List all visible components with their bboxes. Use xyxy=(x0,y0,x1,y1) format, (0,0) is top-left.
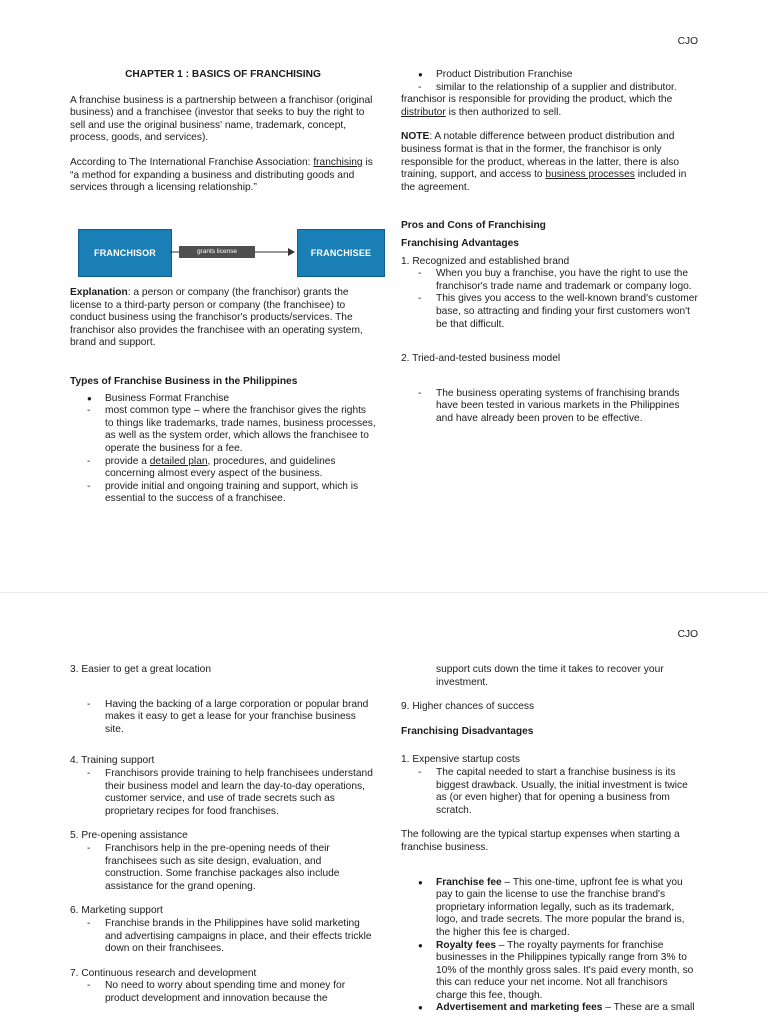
list-item xyxy=(401,940,698,1003)
advantages-heading: Franchising Advantages xyxy=(401,237,519,249)
advantage-2-details xyxy=(401,388,698,426)
advantage-6-details xyxy=(70,918,376,956)
list-item: - most common type – where the franchisor gives the rights to things like trademarks, trade names, business processes, as well as the system order, which allows the franchisee to operate the business for a fee. xyxy=(70,405,376,455)
page2-right-column xyxy=(401,664,698,1015)
advantage-7-details xyxy=(70,980,376,1005)
ifa-paragraph xyxy=(70,157,376,195)
advantage-4-details xyxy=(70,768,376,818)
advantage-1: 1. Recognized and established brand xyxy=(401,255,570,267)
list-item: - provide initial and ongoing training and support, which is essential to the success of a franchisee. xyxy=(70,481,376,506)
royalty-fees-text: – The royalty payments for franchise businesses in the Philippines typically range from 3% to 10% of the monthly gross sales. It's paid every month, so this can reduce your net income. Not all franchisors charge this fee, though. xyxy=(436,939,694,1001)
disadvantage-1-details xyxy=(401,767,698,817)
continuation-text: support cuts down the time it takes to recover your investment. xyxy=(436,664,664,688)
page2-initials: CJO xyxy=(677,629,698,640)
note-text-post: included in the agreement. xyxy=(401,169,687,193)
page1-left-column xyxy=(70,69,376,195)
list-item: - No need to worry about spending time and money for product development and innovation because the xyxy=(70,980,376,1005)
business-processes-link[interactable]: business processes xyxy=(545,169,635,181)
list-item: - similar to the relationship of a supplier and distributor. xyxy=(401,82,698,95)
advantage-3-details xyxy=(70,699,376,737)
grants-license-label: grants license xyxy=(179,246,255,258)
disadvantages-heading: Franchising Disadvantages xyxy=(401,725,534,737)
dash2-post: , procedures, and guidelines concerning almost every aspect of the business. xyxy=(105,455,336,480)
franchisee-box: FRANCHISEE xyxy=(297,229,385,277)
business-format-details xyxy=(70,405,376,506)
franchisor-box: FRANCHISOR xyxy=(78,229,172,277)
note-label: NOTE xyxy=(401,131,430,143)
list-item: ● Product Distribution Franchise xyxy=(401,69,698,82)
list-item: ● Business Format Franchise xyxy=(70,393,376,406)
page1-right-column xyxy=(401,69,698,425)
advantage-1-details xyxy=(401,268,698,331)
pd-continuation-2 xyxy=(401,107,698,120)
list-item xyxy=(70,456,376,481)
advertisement-fees-text: – These are a small xyxy=(602,1002,695,1014)
note-text-pre: : A notable difference between product distribution and business format is that in the former, the franchisor is only responsible for the product, whereas in the latter, there is also training, support, and access to xyxy=(401,131,680,181)
advantage-3: 3. Easier to get a great location xyxy=(70,664,212,675)
dash2-pre: provide a xyxy=(105,455,150,467)
franchising-link[interactable]: franchising xyxy=(313,156,363,168)
ifa-text-pre: According to The International Franchise Association: xyxy=(70,156,314,168)
advantage-5: 5. Pre-opening assistance xyxy=(70,830,188,842)
list-item xyxy=(401,877,698,940)
advantage-4: 4. Training support xyxy=(70,755,155,767)
expenses-list xyxy=(401,877,698,1016)
ifa-text-post: is “a method for expanding a business and distributing goods and services through a licensing relationship.” xyxy=(70,156,373,194)
pd-cont-post: is then authorized to sell. xyxy=(445,106,562,118)
list-item: - This gives you access to the well-known brand's customer base, so attracting and finding your first customers won't be that difficult. xyxy=(401,293,698,331)
list-item: - Franchisors provide training to help franchisees understand their business model and learn the day-to-day operations, customer service, and use of trade secrets such as proprietary recipes for food franchises. xyxy=(70,768,376,818)
distributor-link[interactable]: distributor xyxy=(401,106,446,118)
detailed-plan-link[interactable]: detailed plan xyxy=(149,455,208,467)
page2-left-column xyxy=(70,664,376,1005)
advantage-6: 6. Marketing support xyxy=(70,905,163,917)
disadvantage-1: 1. Expensive startup costs xyxy=(401,754,520,766)
advantage-9: 9. Higher chances of success xyxy=(401,701,535,713)
product-distribution-list xyxy=(401,69,698,82)
list-item xyxy=(401,1002,698,1015)
page1-left-lower xyxy=(70,287,376,506)
list-item: - When you buy a franchise, you have the right to use the franchisor's trade name and trademark or company logo. xyxy=(401,268,698,293)
types-heading: Types of Franchise Business in the Philippines xyxy=(70,375,298,387)
explanation-text: : a person or company (the franchisor) grants the license to a third-party person or company (the franchisee) to conduct business using the franchisor's products/services. The franchisor also provides the franchisee with an operating system, brand and support. xyxy=(70,287,363,349)
arrow-icon xyxy=(170,229,298,277)
page-separator xyxy=(0,592,768,593)
list-item: - The business operating systems of franchising brands have been tested in various markets in the Philippines and have already been proven to be effective. xyxy=(401,388,698,426)
advantage-2: 2. Tried-and-tested business model xyxy=(401,353,561,365)
advantage-7: 7. Continuous research and development xyxy=(70,967,257,979)
franchise-fee-text: – This one-time, upfront fee is what you pay to gain the license to use the franchise brand's proprietary information legally, such as its trademark, logo, and trade secrets. The more popular the brand is, the higher this fee is charged. xyxy=(436,876,685,938)
typical-expenses-intro: The following are the typical startup expenses when starting a franchise business. xyxy=(401,829,680,853)
list-item: - Franchise brands in the Philippines have solid marketing and advertising campaigns in place, and their effects trickle down on their franchisees. xyxy=(70,918,376,956)
chapter-title: CHAPTER 1 : BASICS OF FRANCHISING xyxy=(125,69,321,80)
explanation-label: Explanation xyxy=(70,287,128,298)
page1-initials: CJO xyxy=(677,36,698,47)
product-distribution-details xyxy=(401,82,698,95)
list-item: - Franchisors help in the pre-opening needs of their franchisees such as site design, evaluation, and construction. Some franchise packages also include assistance for the grand opening. xyxy=(70,843,376,893)
advantage-5-details xyxy=(70,843,376,893)
advertisement-fees-label: Advertisement and marketing fees xyxy=(436,1002,603,1014)
note-paragraph xyxy=(401,131,698,194)
intro-paragraph: A franchise business is a partnership between a franchisor (original business) and a franchisee (investor that seeks to buy the right to sell and use the original business' name, trademark, concept, process, goods, and services). xyxy=(70,94,373,144)
business-format-list xyxy=(70,393,376,406)
franchise-diagram xyxy=(78,229,384,277)
pd-continuation: franchisor is responsible for providing the product, which the xyxy=(401,94,673,106)
franchise-fee-label: Franchise fee xyxy=(436,876,502,888)
list-item: - The capital needed to start a franchise business is its biggest drawback. Usually, the initial investment is twice as (or even higher) that for opening a business from scratch. xyxy=(401,767,698,817)
pros-cons-heading: Pros and Cons of Franchising xyxy=(401,220,546,232)
explanation-paragraph xyxy=(70,287,376,350)
list-item: - Having the backing of a large corporation or popular brand makes it easy to get a lease for your franchise business site. xyxy=(70,699,376,737)
royalty-fees-label: Royalty fees xyxy=(436,939,497,951)
